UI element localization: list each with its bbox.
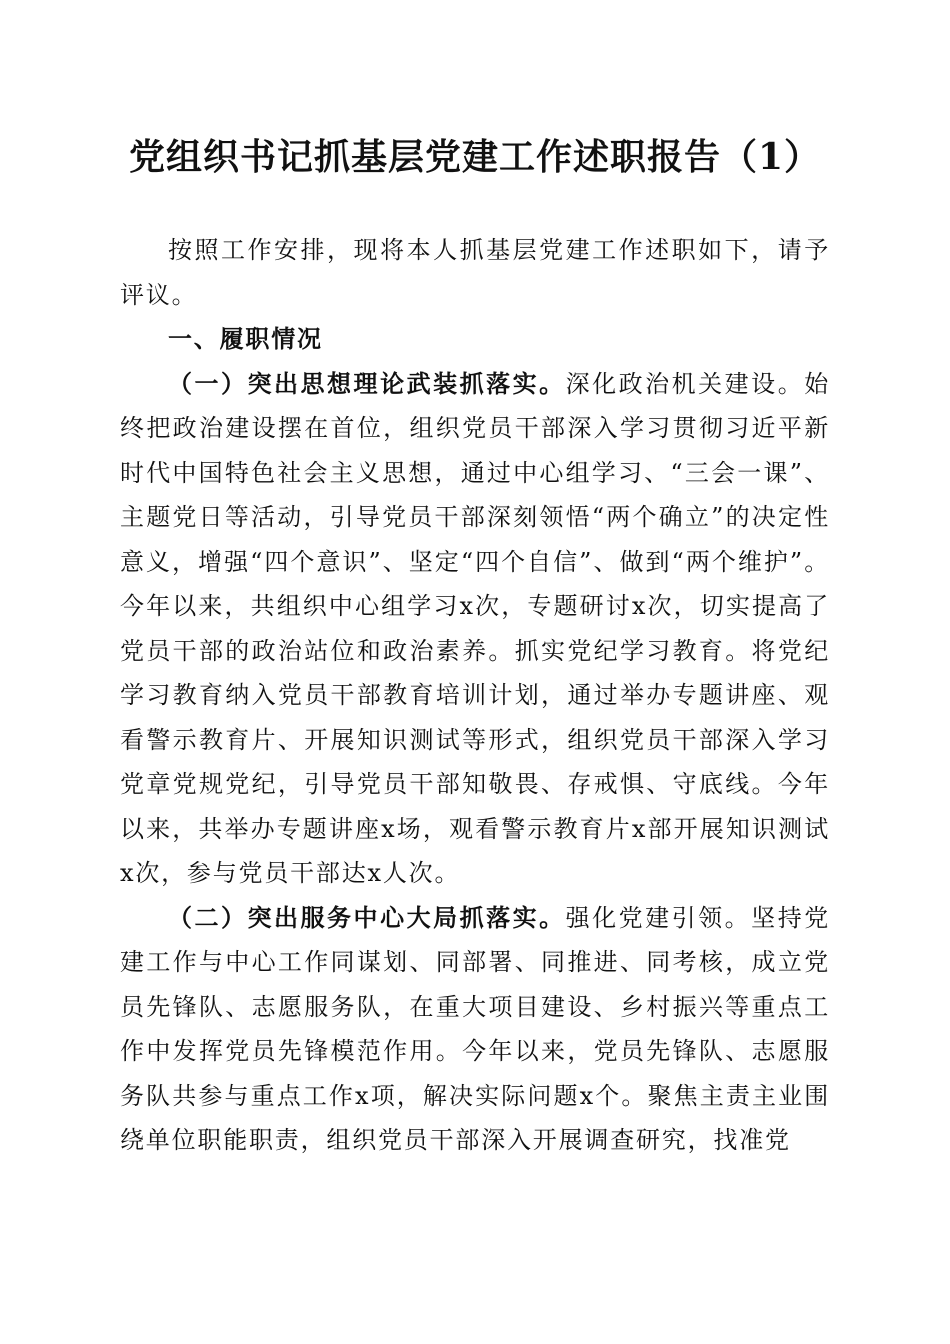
document-title: 党组织书记抓基层党建工作述职报告（1） — [128, 136, 822, 178]
paragraph-2 — [120, 896, 830, 1163]
paragraph-1-lead: （一）突出思想理论武装抓落实。 — [168, 368, 566, 398]
section-heading: 一、履职情况 — [168, 325, 323, 353]
intro-paragraph: 按照工作安排，现将本人抓基层党建工作述职如下，请予评议。 — [120, 236, 830, 309]
paragraph-2-text: 强化党建引领。坚持党建工作与中心工作同谋划、同部署、同推进、同考核，成立党员先锋队、志愿服务队，在重大项目建设、乡村振兴等重点工作中发挥党员先锋模范作用。今年以来，党员先锋队、志愿服务队共参与重点工作x项，解决实际问题x个。聚焦主责主业围绕单位职能职责，组织党员干部深入开展调查研究，找准党 — [120, 903, 830, 1154]
paragraph-1 — [120, 362, 830, 896]
document-body — [120, 228, 830, 1163]
paragraph-2-lead: （二）突出服务中心大局抓落实。 — [168, 902, 566, 932]
paragraph-1-text: 深化政治机关建设。始终把政治建设摆在首位，组织党员干部深入学习贯彻习近平新时代中国特色社会主义思想，通过中心组学习、“三会一课”、主题党日等活动，引导党员干部深刻领悟“两个确立”的决定性意义，增强“四个意识”、坚定“四个自信”、做到“两个维护”。今年以来，共组织中心组学习x次，专题研讨x次，切实提高了党员干部的政治站位和政治素养。抓实党纪学习教育。将党纪学习教育纳入党员干部教育培训计划，通过举办专题讲座、观看警示教育片、开展知识测试等形式，组织党员干部深入学习党章党规党纪，引导党员干部知敬畏、存戒惧、守底线。今年以来，共举办专题讲座x场，观看警示教育片x部开展知识测试x次，参与党员干部达x人次。 — [120, 369, 830, 887]
